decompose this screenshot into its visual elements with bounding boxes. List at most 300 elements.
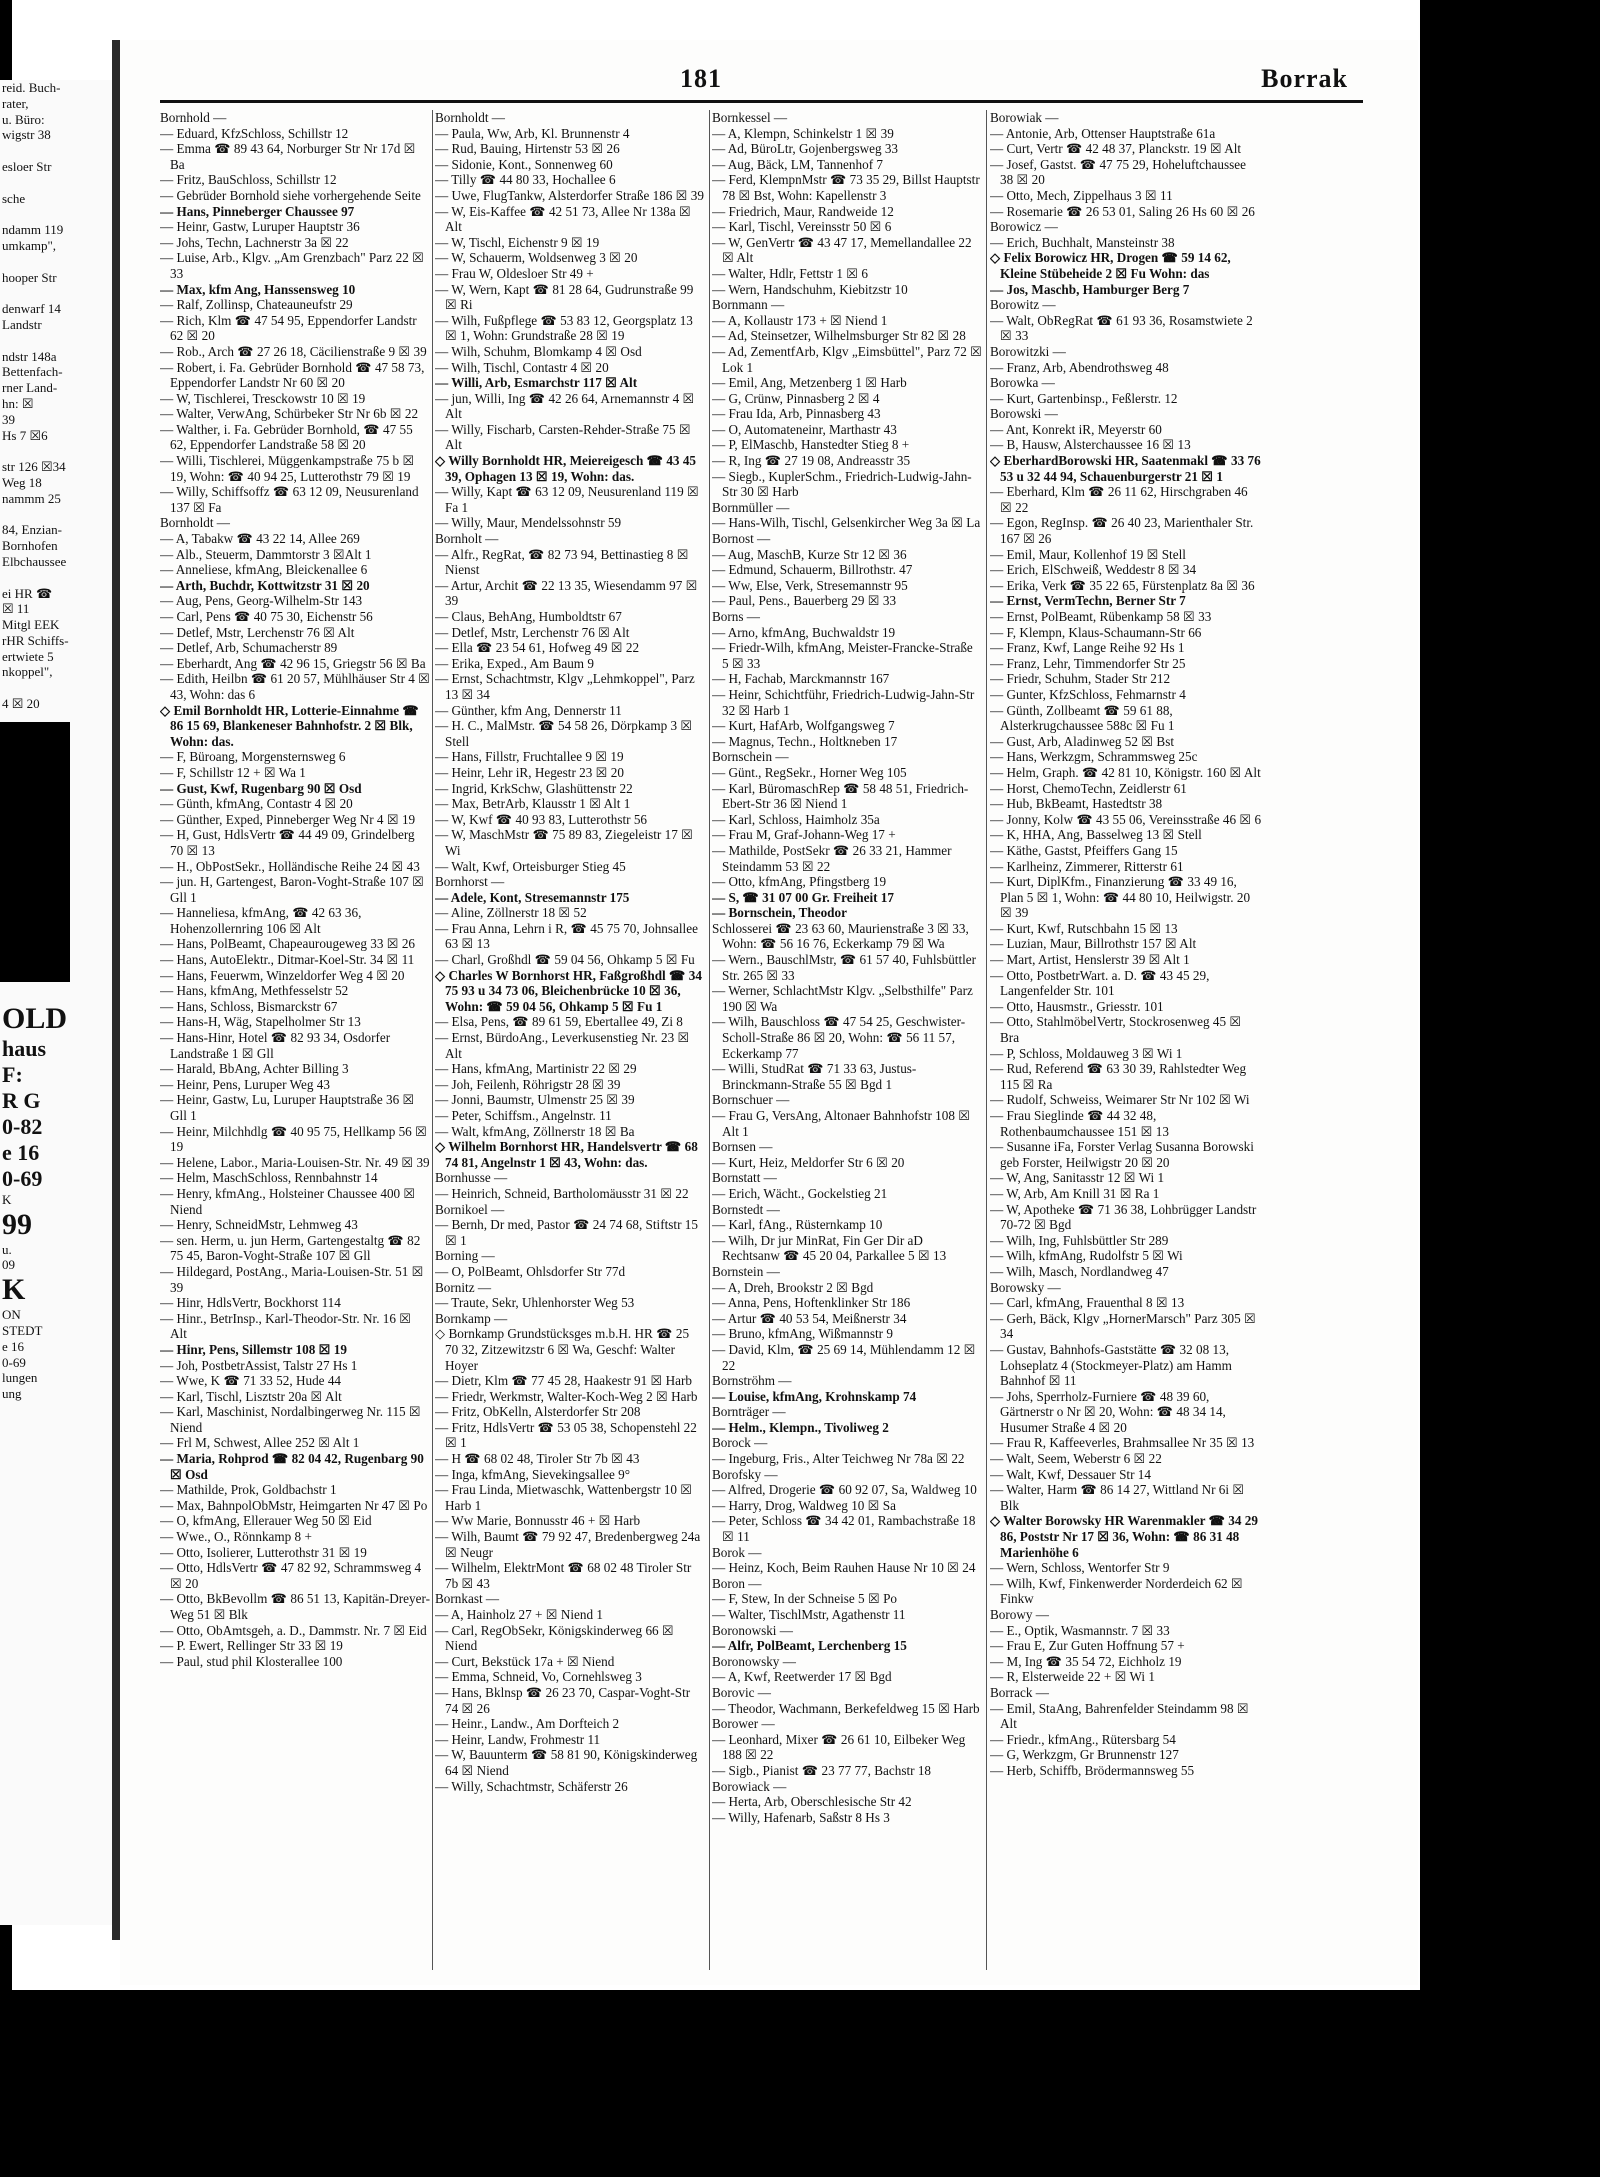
directory-entry: — jun. H, Gartengest, Baron-Voght-Straße 107 ☒ Gll 1 [160, 874, 424, 905]
directory-entry: — Otto, Hausmstr., Griesstr. 101 [990, 998, 1164, 1014]
directory-entry: — Dietr, Klm ☎ 77 45 28, Haakestr 91 ☒ Harb [435, 1373, 692, 1389]
directory-entry: — Hinr., BetrInsp., Karl-Theodor-Str. Nr. 16 ☒ Alt [160, 1310, 412, 1342]
directory-entry: — Adele, Kont, Stresemannstr 175 [435, 889, 630, 905]
directory-entry: — Emma ☎ 89 43 64, Norburger Str Nr 17d ☒ Ba [160, 141, 416, 172]
surname-heading: Bornikoel — [435, 1201, 505, 1217]
directory-entry: — Werner, SchlachtMstr Klgv. „Selbsthilfe" Parz 190 ☒ Wa [712, 983, 973, 1014]
directory-entry: — Eberhard, Klm ☎ 26 11 62, Hirschgraben 46 ☒ 22 [990, 484, 1248, 515]
directory-entry: — W, Arb, Am Knill 31 ☒ Ra 1 [990, 1185, 1160, 1201]
directory-entry: — Mathilde, PostSekr ☎ 26 33 21, Hammer Steindamm 53 ☒ 22 [712, 842, 952, 874]
directory-entry: — G, Werkzgm, Gr Brunnenstr 127 [990, 1747, 1179, 1763]
directory-entry: — Kurt, Gartenbinsp., Feßlerstr. 12 [990, 390, 1178, 406]
surname-heading: Borowy — [990, 1607, 1049, 1622]
directory-entry: — Hinr, HdlsVertr, Bockhorst 114 [160, 1295, 341, 1311]
directory-entry: — Wilh, Fußpflege ☎ 53 83 12, Georgsplatz 13 ☒ 1, Wohn: Grundstraße 28 ☒ 19 [435, 312, 693, 344]
directory-entry: — Frau Ida, Arb, Pinnasberg 43 [712, 406, 881, 422]
directory-entry: — Heinr, Landw, Frohmestr 11 [435, 1731, 601, 1747]
directory-entry: — Emil, Maur, Kollenhof 19 ☒ Stell [990, 546, 1186, 562]
directory-entry: — Gust, Kwf, Rugenbarg 90 ☒ Osd [160, 780, 362, 796]
previous-page-advert-text: OLD [2, 1001, 68, 1035]
directory-entry: — Heinr., Landw., Am Dorfteich 2 [435, 1716, 620, 1732]
directory-entry: — Harry, Drog, Waldweg 10 ☒ Sa [712, 1497, 896, 1513]
surname-heading: Bornmann — [712, 297, 785, 313]
directory-entry: — Edith, Heilbn ☎ 61 20 57, Mühlhäuser Str 4 ☒ 43, Wohn: das 6 [160, 671, 430, 702]
directory-entry: — A, Dreh, Brookstr 2 ☒ Bgd [712, 1279, 874, 1295]
directory-entry: — Willy, Schiffsoffz ☎ 63 12 09, Neusurenland 137 ☒ Fa [160, 484, 419, 515]
directory-entry: — Eduard, KfzSchloss, Schillstr 12 [160, 125, 349, 141]
directory-entry: — H., ObPostSekr., Holländische Reihe 24 ☒ 43 [160, 858, 420, 874]
directory-entry: — Friedr, Schuhm, Stader Str 212 [990, 671, 1171, 687]
directory-entry: — Herta, Arb, Oberschlesische Str 42 [712, 1794, 912, 1810]
previous-page-advert-text: 99 [2, 1207, 32, 1241]
directory-entry: — Peter, Schiffsm., Angelnstr. 11 [435, 1108, 612, 1123]
directory-entry: — F, Schillstr 12 + ☒ Wa 1 [160, 764, 306, 780]
previous-page-advert-text: K [2, 1273, 26, 1307]
directory-entry: — Günth, kfmAng, Contastr 4 ☒ 20 [160, 796, 353, 812]
surname-heading: Boron — [712, 1575, 762, 1591]
previous-page-text [0, 443, 112, 459]
directory-entry: ◇ Willy Bornholdt HR, Meiereigesch ☎ 43 45 39, Ophagen 13 ☒ 19, Wohn: das. [435, 453, 697, 484]
directory-entry: ◇ Walter Borowsky HR Warenmakler ☎ 34 29 86, Poststr Nr 17 ☒ 36, Wohn: ☎ 86 31 48 Marienhöhe 6 [990, 1513, 1258, 1560]
directory-entry: — O, Automateneinr, Marthastr 43 [712, 421, 897, 437]
directory-entry: — Ralf, Zollinsp, Chateauneufstr 29 [160, 297, 353, 313]
directory-entry: — Helm., Klempn., Tivoliweg 2 [712, 1419, 889, 1435]
directory-entry: — Uwe, FlugTankw, Alsterdorfer Straße 186 ☒ 39 [435, 187, 704, 203]
previous-page-text: rHR Schiffs- [2, 632, 69, 648]
directory-entry: — Hanneliesa, kfmAng, ☎ 42 63 36, Hohenzollernring 106 ☒ Alt [160, 905, 362, 936]
directory-entry: — Wilh, Kwf, Finkenwerder Norderdeich 62 ☒ Finkw [990, 1575, 1243, 1607]
directory-entry: — Ad, Steinsetzer, Wilhelmsburger Str 82 ☒ 28 [712, 328, 966, 344]
previous-page-text: 4 ☒ 20 [2, 696, 40, 712]
directory-page [120, 40, 1418, 1985]
surname-heading: Boronowsky — [712, 1653, 796, 1669]
directory-entry: — Rudolf, Schweiss, Weimarer Str Nr 102 ☒ Wi [990, 1092, 1250, 1108]
directory-entry: — Egon, RegInsp. ☎ 26 40 23, Marienthaler Str. 167 ☒ 26 [990, 515, 1254, 547]
directory-entry: — Leonhard, Mixer ☎ 26 61 10, Eilbeker Weg 188 ☒ 22 [712, 1731, 966, 1763]
directory-entry: — W, Kwf ☎ 40 93 83, Lutterothstr 56 [435, 811, 648, 827]
directory-entry: — Wilh, Baumt ☎ 79 92 47, Bredenbergweg 24a ☒ Neugr [435, 1529, 701, 1560]
directory-entry: — Heinr, Milchhdlg ☎ 40 95 75, Hellkamp 56 ☒ 19 [160, 1123, 427, 1155]
surname-heading: Bornstatt — [712, 1170, 777, 1186]
previous-page-text: denwarf 14 [2, 301, 61, 317]
directory-entry: — Hans, PolBeamt, Chapeaurougeweg 33 ☒ 26 [160, 936, 416, 952]
directory-entry: — Max, BetrArb, Klausstr 1 ☒ Alt 1 [435, 796, 631, 812]
directory-entry: — Hub, BkBeamt, Hastedtstr 38 [990, 796, 1163, 812]
directory-entry: — Frau G, VersAng, Altonaer Bahnhofstr 108 ☒ Alt 1 [712, 1108, 971, 1139]
directory-entry: — Luise, Arb., Klgv. „Am Grenzbach" Parz 22 ☒ 33 [160, 250, 424, 281]
directory-entry: — Kurt, Kwf, Rutschbahn 15 ☒ 13 [990, 920, 1178, 936]
previous-page-text: rner Land- [2, 380, 58, 396]
directory-entry: — W, Wern, Kapt ☎ 81 28 64, Gudrunstraße 99 ☒ Ri [435, 281, 694, 313]
previous-page-text [0, 507, 112, 523]
previous-page-text: rater, [2, 95, 29, 111]
directory-entry: — Paul, stud phil Klosterallee 100 [160, 1653, 343, 1669]
column-4 [990, 110, 1262, 1975]
directory-entry: ◇ Charles W Bornhorst HR, Faßgroßhdl ☎ 34 75 93 u 34 73 06, Bleichenbrücke 10 ☒ 36, Wohn: ☎ 59 04 56, Ohkamp 5 ☒ Fu 1 [435, 967, 702, 1014]
book-gutter [112, 40, 120, 1940]
directory-entry: — B, Hausw, Alsterchaussee 16 ☒ 13 [990, 437, 1191, 453]
directory-entry: — Henry, kfmAng., Holsteiner Chaussee 400 ☒ Niend [160, 1185, 416, 1217]
directory-entry: — R, Elsterweide 22 + ☒ Wi 1 [990, 1669, 1155, 1685]
directory-entry: — Detlef, Arb, Schumacherstr 89 [160, 640, 338, 656]
directory-entry: — Jonni, Baumstr, Ulmenstr 25 ☒ 39 [435, 1092, 635, 1108]
previous-page-advert-text: F: [2, 1061, 23, 1087]
directory-entry: — Hinr, Pens, Sillemstr 108 ☒ 19 [160, 1341, 347, 1357]
directory-entry: — Karl, Tischl, Lisztstr 20a ☒ Alt [160, 1388, 342, 1404]
directory-entry: — Willi, Tischlerei, Müggenkampstraße 75 b ☒ 19, Wohn: ☎ 40 94 25, Lutterothstr 79 ☒ 19 [160, 453, 415, 484]
directory-entry: — Curt, Vertr ☎ 42 48 37, Planckstr. 19 ☒ Alt [990, 141, 1242, 157]
directory-entry: — Susanne iFa, Forster Verlag Susanna Borowski geb Forster, Heilwigstr 20 ☒ 20 [990, 1139, 1254, 1170]
directory-entry: — Max, BahnpolObMstr, Heimgarten Nr 47 ☒ Po [160, 1497, 428, 1513]
directory-entry: — Sidonie, Kont., Sonnenweg 60 [435, 156, 613, 172]
directory-entry: — Hans, Bklnsp ☎ 26 23 70, Caspar-Voght-Str 74 ☒ 26 [435, 1684, 691, 1716]
directory-entry: — R, Ing ☎ 27 19 08, Andreasstr 35 [712, 453, 911, 469]
column-divider [432, 110, 433, 1970]
previous-page-text: umkamp", [2, 237, 57, 253]
directory-entry: — Alfr., RegRat, ☎ 82 73 94, Bettinastieg 8 ☒ Nienst [435, 546, 689, 578]
previous-page-text: reid. Buch- [2, 80, 61, 95]
directory-entry: — Aline, Zöllnerstr 18 ☒ 52 [435, 905, 587, 921]
directory-entry: ◇ Felix Borowicz HR, Drogen ☎ 59 14 62, Kleine Stübeheide 2 ☒ Fu Wohn: das [990, 250, 1231, 281]
directory-entry: — Walther, i. Fa. Gebrüder Bornhold, ☎ 47 55 62, Eppendorfer Landstraße 58 ☒ 20 [160, 421, 413, 453]
directory-entry: — Paul, Pens., Bauerberg 29 ☒ 33 [712, 593, 897, 609]
surname-heading: Bornkast — [435, 1591, 500, 1607]
surname-heading: Borowicz — [990, 219, 1058, 235]
directory-entry: — Aug, Pens, Georg-Wilhelm-Str 143 [160, 593, 363, 609]
previous-page-advert-text: ON [2, 1307, 21, 1323]
directory-entry: — Joh, Feilenh, Röhrigstr 28 ☒ 39 [435, 1076, 621, 1092]
directory-entry: — Friedr, Werkmstr, Walter-Koch-Weg 2 ☒ Harb [435, 1388, 698, 1404]
directory-entry: — Willi, Arb, Esmarchstr 117 ☒ Alt [435, 375, 638, 391]
directory-entry: — Fritz, HdlsVertr ☎ 53 05 38, Schopenstehl 22 ☒ 1 [435, 1419, 697, 1451]
previous-page-text [0, 143, 112, 159]
directory-entry: — Franz, Lehr, Timmendorfer Str 25 [990, 655, 1186, 671]
directory-entry: — Emil, Ang, Metzenberg 1 ☒ Harb [712, 375, 907, 391]
directory-entry: — Hans, AutoElektr., Ditmar-Koel-Str. 34 ☒ 11 [160, 952, 415, 968]
previous-page-text: sche [2, 190, 26, 206]
directory-entry: — P. Ewert, Rellinger Str 33 ☒ 19 [160, 1638, 343, 1654]
directory-entry: — Horst, ChemoTechn, Zeidlerstr 61 [990, 780, 1187, 796]
directory-entry: — Günt., RegSekr., Horner Weg 105 [712, 764, 907, 780]
directory-entry: — F, Klempn, Klaus-Schaumann-Str 66 [990, 624, 1202, 640]
directory-entry: — Heinr, Gastw, Luruper Hauptstr 36 [160, 219, 360, 235]
directory-entry: — Erich, Wächt., Gockelstieg 21 [712, 1185, 888, 1201]
surname-heading: Bornhusse — [435, 1170, 508, 1186]
page-header [120, 40, 1418, 100]
directory-entry: — Detlef, Mstr, Lerchenstr 76 ☒ Alt [435, 624, 630, 640]
directory-entry: — Rich, Klm ☎ 47 54 95, Eppendorfer Landstr 62 ☒ 20 [160, 312, 417, 344]
directory-entry: — Ww, Else, Verk, Stresemannstr 95 [712, 577, 908, 593]
directory-entry: — Otto, Mech, Zippelhaus 3 ☒ 11 [990, 187, 1173, 203]
directory-entry: — Luzian, Maur, Billrothstr 157 ☒ Alt [990, 936, 1197, 952]
directory-entry: — Josef, Gastst. ☎ 47 75 29, Hoheluftchaussee 38 ☒ 20 [990, 156, 1246, 188]
directory-entry: — Erich, Buchhalt, Mansteinstr 38 [990, 234, 1175, 250]
directory-entry: — Erich, ElSchweiß, Weddestr 8 ☒ 34 [990, 562, 1197, 578]
directory-entry: — Jos, Maschb, Hamburger Berg 7 [990, 281, 1190, 297]
directory-entry: — Wilh, Ing, Fuhlsbüttler Str 289 [990, 1232, 1169, 1248]
directory-entry: — Emil, StaAng, Bahrenfelder Steindamm 98 ☒ Alt [990, 1700, 1249, 1732]
previous-page-advert-text: ung [2, 1386, 22, 1402]
surname-heading: Bornost — [712, 531, 771, 547]
directory-entry: — Fritz, ObKelln, Alsterdorfer Str 208 [435, 1404, 641, 1420]
directory-entry: — Alfr, PolBeamt, Lerchenberg 15 [712, 1638, 907, 1654]
previous-page-text: 39 [2, 411, 15, 427]
directory-entry: — Carl, RegObSekr, Königskinderweg 66 ☒ Niend [435, 1622, 674, 1654]
directory-entry: — Aug, MaschB, Kurze Str 12 ☒ 36 [712, 546, 907, 562]
header-rule [160, 100, 1363, 103]
directory-entry: — Heinz, Koch, Beim Rauhen Hause Nr 10 ☒ 24 [712, 1560, 976, 1576]
directory-entry: — Alb., Steuerm, Dammtorstr 3 ☒Alt 1 [160, 546, 372, 562]
directory-entry: — Friedr-Wilh, kfmAng, Meister-Francke-Straße 5 ☒ 33 [712, 640, 973, 671]
previous-page-text: Bornhofen [2, 538, 58, 554]
directory-entry: — Claus, BehAng, Humboldtstr 67 [435, 609, 622, 624]
previous-page-text: str 126 ☒34 [2, 459, 66, 475]
directory-entry: — Hans-Wilh, Tischl, Gelsenkircher Weg 3a ☒ La [712, 515, 981, 531]
previous-page-advert-text: u. [2, 1241, 12, 1257]
directory-entry: — W, Ang, Sanitasstr 12 ☒ Wi 1 [990, 1170, 1165, 1186]
directory-entry: — O, kfmAng, Ellerauer Weg 50 ☒ Eid [160, 1513, 372, 1529]
directory-entry: — Otto, HdlsVertr ☎ 47 82 92, Schrammsweg 4 ☒ 20 [160, 1560, 422, 1591]
directory-entry: — Walt, ObRegRat ☎ 61 93 36, Rosamstwiete 2 ☒ 33 [990, 312, 1253, 344]
directory-entry: — Walter, Harm ☎ 86 14 27, Wittland Nr 6i ☒ Blk [990, 1482, 1245, 1513]
directory-entry: — Friedr., kfmAng., Rütersbarg 54 [990, 1731, 1176, 1747]
directory-entry: — Johs, Techn, Lachnerstr 3a ☒ 22 [160, 234, 349, 250]
previous-page-text [0, 254, 112, 270]
directory-entry: — Kurt, Heiz, Meldorfer Str 6 ☒ 20 [712, 1154, 905, 1170]
previous-page-advert-text: haus [2, 1035, 47, 1061]
directory-entry: — Johs, Sperrholz-Furniere ☎ 48 39 60, Gärtnerstr o Nr ☒ 20, Wohn: ☎ 48 34 14, Husumer Straße 4 ☒ 20 [990, 1388, 1226, 1435]
surname-heading: Borning — [435, 1248, 495, 1264]
surname-heading: Borovic — [712, 1684, 771, 1700]
directory-entry: — Bernh, Dr med, Pastor ☎ 24 74 68, Stiftstr 15 ☒ 1 [435, 1217, 698, 1248]
column-divider [709, 110, 710, 1970]
directory-entry: — Otto, PostbetrWart. a. D. ☎ 43 45 29, Langenfelder Str. 101 [990, 967, 1210, 999]
directory-entry: — G, Crünw, Pinnasberg 2 ☒ 4 [712, 390, 880, 406]
directory-entry: — Henry, SchneidMstr, Lehmweg 43 [160, 1217, 358, 1233]
directory-entry: — Frl M, Schwest, Allee 252 ☒ Alt 1 [160, 1435, 360, 1451]
previous-page-text: ☒ 11 [2, 601, 30, 617]
surname-heading: Borowsky — [990, 1279, 1061, 1295]
previous-page-advert-text: 0-69 [2, 1165, 43, 1191]
directory-entry: — Louise, kfmAng, Krohnskamp 74 [712, 1388, 917, 1404]
directory-entry: — Helene, Labor., Maria-Louisen-Str. Nr. 49 ☒ 39 [160, 1154, 430, 1170]
directory-entry: — sen. Herm, u. jun Herm, Gartengestaltg ☎ 82 75 45, Baron-Voght-Straße 107 ☒ Gll [160, 1232, 421, 1264]
directory-entry: — Wilhelm, ElektrMont ☎ 68 02 48 Tiroler Str 7b ☒ 43 [435, 1560, 692, 1591]
directory-entry: — Wilh, kfmAng, Rudolfstr 5 ☒ Wi [990, 1248, 1183, 1264]
directory-entry: — Hildegard, PostAng., Maria-Louisen-Str. 51 ☒ 39 [160, 1263, 424, 1295]
directory-entry: — Karlheinz, Zimmerer, Ritterstr 61 [990, 858, 1184, 874]
surname-heading: Borowka — [990, 375, 1055, 391]
directory-entry: — Gust, Arb, Aladinweg 52 ☒ Bst [990, 733, 1174, 749]
directory-entry: — K, HHA, Ang, Basselweg 13 ☒ Stell [990, 827, 1202, 843]
directory-entry: — Hans, kfmAng, Methfesselstr 52 [160, 983, 349, 999]
surname-heading: Bornkamp — [435, 1310, 508, 1326]
directory-entry: — Carl, kfmAng, Frauenthal 8 ☒ 13 [990, 1295, 1185, 1311]
page-number: 181 [680, 64, 722, 93]
previous-page-text: Elbchaussee [2, 553, 67, 569]
directory-entry: — Karl, fAng., Rüsternkamp 10 [712, 1217, 883, 1233]
directory-entry: — Otto, BkBevollm ☎ 86 51 13, Kapitän-Dreyer-Weg 51 ☒ Blk [160, 1591, 430, 1622]
previous-page-text [0, 285, 112, 301]
directory-entry: — Willy, Maur, Mendelssohnstr 59 [435, 515, 622, 531]
directory-entry: — F, Stew, In der Schneise 5 ☒ Po [712, 1591, 897, 1607]
directory-entry: — Günther, Exped, Pinneberger Weg Nr 4 ☒ 19 [160, 811, 416, 827]
directory-entry: — Wwe, K ☎ 71 33 52, Hude 44 [160, 1373, 342, 1389]
directory-entry: — Ella ☎ 23 54 61, Hofweg 49 ☒ 22 [435, 640, 640, 656]
directory-entry: — P, Schloss, Moldauweg 3 ☒ Wi 1 [990, 1045, 1183, 1061]
directory-entry: — Gebrüder Bornhold siehe vorhergehende Seite [160, 187, 421, 203]
directory-entry: — Otto, Isolierer, Lutterothstr 31 ☒ 19 [160, 1544, 367, 1560]
directory-entry: — H ☎ 68 02 48, Tiroler Str 7b ☒ 43 [435, 1451, 640, 1467]
directory-entry: — Wilh, Masch, Nordlandweg 47 [990, 1263, 1169, 1279]
directory-entry: — Peter, Schloss ☎ 34 42 01, Rambachstraße 18 ☒ 11 [712, 1513, 976, 1545]
previous-page-text: ndamm 119 [2, 222, 64, 238]
directory-entry: — Walt, Seem, Weberstr 6 ☒ 22 [990, 1451, 1162, 1467]
directory-entry: — H. C., MalMstr. ☎ 54 58 26, Dörpkamp 3 ☒ Stell [435, 718, 693, 749]
previous-page-advert-text: 0-69 [2, 1354, 26, 1370]
directory-entry: — F, Büroang, Morgensternsweg 6 [160, 749, 346, 765]
directory-entry: — Hans, Pinneberger Chaussee 97 [160, 203, 355, 219]
directory-entry: — Karl, Schloss, Haimholz 35a [712, 811, 880, 827]
directory-entry: — jun, Willi, Ing ☎ 42 26 64, Arnemannstr 4 ☒ Alt [435, 390, 695, 422]
previous-page-text: 84, Enzian- [2, 522, 62, 538]
surname-heading: Bornstein — [712, 1263, 780, 1279]
surname-heading: Borok — [712, 1544, 762, 1560]
directory-entry: — A, Klempn, Schinkelstr 1 ☒ 39 [712, 125, 894, 141]
previous-page-text [0, 206, 112, 222]
previous-page-text: u. Büro: [2, 111, 45, 127]
directory-entry: — Käthe, Gastst, Pfeiffers Gang 15 [990, 842, 1178, 858]
directory-entry: — Arth, Buchdr, Kottwitzstr 31 ☒ 20 [160, 577, 370, 593]
directory-entry: — Magnus, Techn., Holtkneben 17 [712, 733, 898, 749]
surname-heading: Borower — [712, 1716, 775, 1732]
directory-entry: — Heinrich, Schneid, Bartholomäusstr 31 ☒ 22 [435, 1185, 689, 1201]
directory-entry: — Kurt, HafArb, Wolfgangsweg 7 [712, 718, 895, 734]
directory-entry: — Ant, Konrekt iR, Meyerstr 60 [990, 421, 1162, 437]
directory-entry: — Helm, Graph. ☎ 42 81 10, Königstr. 160 ☒ Alt [990, 764, 1261, 780]
directory-entry: — Inga, kfmAng, Sievekingsallee 9° [435, 1466, 630, 1482]
directory-entry: — Traute, Sekr, Uhlenhorster Weg 53 [435, 1295, 635, 1311]
directory-entry: — Arno, kfmAng, Buchwaldstr 19 [712, 624, 896, 640]
directory-entry: — Heinr, Lehr iR, Hegestr 23 ☒ 20 [435, 764, 624, 780]
surname-heading: Bornträger — [712, 1404, 786, 1420]
directory-entry: ◇ Emil Bornholdt HR, Lotterie-Einnahme ☎ 86 15 69, Blankeneser Bahnhofstr. 2 ☒ Blk, Wohn: das. [160, 702, 419, 749]
directory-entry: — Frau Sieglinde ☎ 44 32 48, Rothenbaumchaussee 151 ☒ 13 [990, 1108, 1169, 1139]
directory-entry: — P, ElMaschb, Hanstedter Stieg 8 + [712, 437, 910, 453]
directory-entry: — W, Eis-Kaffee ☎ 42 51 73, Allee Nr 138a ☒ Alt [435, 203, 691, 235]
previous-page-advert-text: K [2, 1191, 12, 1207]
directory-entry: — Hans-Hinr, Hotel ☎ 82 93 34, Osdorfer Landstraße 1 ☒ Gll [160, 1030, 391, 1061]
directory-entry: — Paula, Ww, Arb, Kl. Brunnenstr 4 [435, 125, 630, 141]
directory-entry: — H, Fachab, Marckmannstr 167 [712, 671, 890, 687]
previous-page-text [0, 175, 112, 191]
surname-heading: Bornströhm — [712, 1373, 792, 1389]
surname-heading: Bornhorst — [435, 874, 505, 890]
surname-heading: Bornschuer — [712, 1092, 790, 1108]
directory-entry: — Frau E, Zur Guten Hoffnung 57 + [990, 1638, 1185, 1654]
directory-entry: — Franz, Arb, Abendrothsweg 48 [990, 359, 1169, 375]
surname-heading: Borrack — [990, 1684, 1049, 1700]
directory-entry: — Mathilde, Prok, Goldbachstr 1 [160, 1482, 337, 1498]
directory-entry: — Otto, ObAmtsgeh, a. D., Dammstr. Nr. 7 ☒ Eid [160, 1622, 427, 1638]
surname-heading: Borowitz — [990, 297, 1056, 313]
directory-entry: — Emma, Schneid, Vo, Cornehlsweg 3 [435, 1669, 642, 1685]
directory-entry: — H, Gust, HdlsVertr ☎ 44 49 09, Grindelberg 70 ☒ 13 [160, 827, 415, 858]
surname-heading: Bornschein — [712, 749, 789, 765]
directory-entry: — David, Klm, ☎ 25 69 14, Mühlendamm 12 ☒ 22 [712, 1341, 976, 1373]
directory-entry: — Gerh, Bäck, Klgv „HornerMarsch" Parz 305 ☒ 34 [990, 1310, 1256, 1342]
directory-entry: — W, Apotheke ☎ 71 36 38, Lohbrügger Landstr 70-72 ☒ Bgd [990, 1201, 1257, 1233]
directory-entry: — Hans, Werkzgm, Schrammsweg 25c [990, 749, 1198, 765]
surname-heading: Bornholdt — [435, 110, 505, 125]
directory-entry: — Willy, Hafenarb, Saßstr 8 Hs 3 [712, 1809, 890, 1825]
previous-page-advert-text: 0-82 [2, 1113, 43, 1139]
directory-entry: — Helm, MaschSchloss, Rennbahnstr 14 [160, 1170, 378, 1186]
directory-entry: — Ernst, Schachtmstr, Klgv „Lehmkoppel", Parz 13 ☒ 34 [435, 671, 695, 702]
directory-entry: — Walt, kfmAng, Zöllnerstr 18 ☒ Ba [435, 1123, 635, 1139]
previous-page-text: esloer Str [2, 158, 52, 174]
directory-entry: — A, Tabakw ☎ 43 22 14, Allee 269 [160, 531, 360, 547]
directory-entry: — Mart, Artist, Henslerstr 39 ☒ Alt 1 [990, 952, 1190, 968]
directory-entry: — Anna, Pens, Hoftenklinker Str 186 [712, 1295, 911, 1311]
directory-entry: — Antonie, Arb, Ottenser Hauptstraße 61a [990, 125, 1216, 141]
scan-border-bottom [0, 1990, 1600, 2177]
directory-entry: — Hans, Feuerwm, Winzeldorfer Weg 4 ☒ 20 [160, 967, 405, 983]
directory-entry: — Günther, kfm Ang, Dennerstr 11 [435, 702, 622, 718]
previous-page-text: ei HR ☎ [2, 585, 53, 601]
directory-entry: — Rud, Bauing, Hirtenstr 53 ☒ 26 [435, 141, 620, 157]
directory-entry: — Robert, i. Fa. Gebrüder Bornhold ☎ 47 58 73, Eppendorfer Landstr Nr 60 ☒ 20 [160, 359, 425, 391]
previous-page-text: Landstr [2, 316, 42, 332]
directory-entry: — Joh, PostbetrAssist, Talstr 27 Hs 1 [160, 1357, 358, 1373]
surname-heading: Borowiack — [712, 1778, 787, 1794]
directory-entry: — Bornschein, Theodor [712, 905, 847, 921]
directory-entry: — Ingrid, KrkSchw, Glashüttenstr 22 [435, 780, 633, 796]
directory-entry: — Karl, BüromaschRep ☎ 58 48 51, Friedrich-Ebert-Str 36 ☒ Niend 1 [712, 780, 969, 812]
directory-entry: — Walter, Hdlr, Fettstr 1 ☒ 6 [712, 265, 868, 281]
directory-entry: — Sigb., Pianist ☎ 23 77 77, Bachstr 18 [712, 1762, 932, 1778]
previous-page-text: nammm 25 [2, 490, 61, 506]
directory-entry: — A, Hainholz 27 + ☒ Niend 1 [435, 1607, 603, 1622]
directory-entry: — Maria, Rohprod ☎ 82 04 42, Rugenbarg 90 ☒ Osd [160, 1451, 424, 1482]
directory-entry: — Frau M, Graf-Johann-Weg 17 + [712, 827, 896, 843]
directory-entry: — Aug, Bäck, LM, Tannenhof 7 [712, 156, 883, 172]
previous-page-edge [0, 80, 115, 1925]
directory-entry: — Ferd, KlempnMstr ☎ 73 35 29, Billst Hauptstr 78 ☒ Bst, Wohn: Kapellenstr 3 [712, 172, 980, 203]
directory-entry: — Heinr, Gastw, Lu, Luruper Hauptstraße 36 ☒ Gll 1 [160, 1092, 415, 1123]
directory-entry: — W, GenVertr ☎ 43 47 17, Memellandallee 22 ☒ Alt [712, 234, 972, 266]
directory-entry: — Karl, Maschinist, Nordalbingerweg Nr. 115 ☒ Niend [160, 1404, 421, 1435]
directory-entry: — Jonny, Kolw ☎ 43 55 06, Vereinsstraße 46 ☒ 6 [990, 811, 1262, 827]
directory-entry: — Walter, TischlMstr, Agathenstr 11 [712, 1607, 906, 1622]
directory-entry: — Artur, Archit ☎ 22 13 35, Wiesendamm 97 ☒ 39 [435, 577, 698, 609]
directory-entry: — Wilh, Dr jur MinRat, Fin Ger Dir aD Rechtsanw ☎ 45 20 04, Parkallee 5 ☒ 13 [712, 1232, 947, 1264]
surname-heading: Bornkessel — [712, 110, 788, 125]
directory-entry: — Max, kfm Ang, Hanssensweg 10 [160, 281, 356, 297]
surname-heading: Borowski — [990, 406, 1058, 422]
surname-heading: Bornsen — [712, 1139, 773, 1155]
directory-entry: — W, Tischlerei, Tresckowstr 10 ☒ 19 [160, 390, 366, 406]
directory-entry: — Carl, Pens ☎ 40 75 30, Eichenstr 56 [160, 609, 373, 624]
directory-entry: — W, Tischl, Eichenstr 9 ☒ 19 [435, 234, 600, 250]
column-2 [435, 110, 705, 1975]
previous-page-text [0, 680, 112, 696]
directory-entry: — O, PolBeamt, Ohlsdorfer Str 77d [435, 1263, 626, 1279]
directory-entry: — Wern, Handschuhm, Kiebitzstr 10 [712, 281, 908, 297]
directory-entry: — A, Kollaustr 173 + ☒ Niend 1 [712, 312, 888, 328]
previous-page-advert-text: lungen [2, 1370, 38, 1386]
surname-heading: Borowiak — [990, 110, 1059, 125]
